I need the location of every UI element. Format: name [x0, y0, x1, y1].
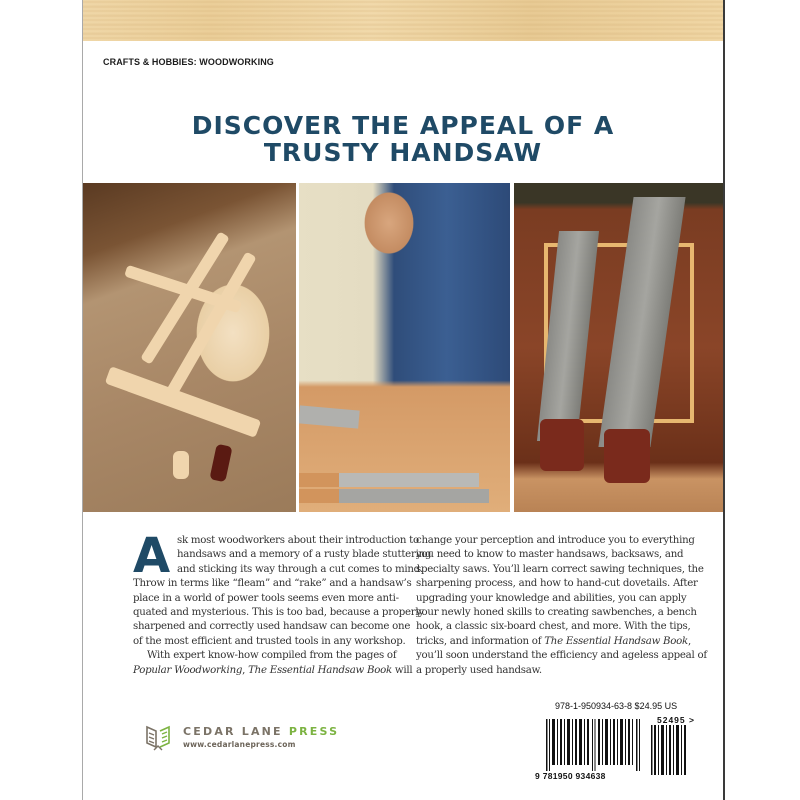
text-line: place in a world of power tools seems even more anti- [133, 592, 399, 604]
book-title: The Essential Handsaw Book [248, 664, 392, 676]
headline [83, 112, 723, 166]
text-line: Throw in terms like “fleam” and “rake” and a handsaw’s [133, 578, 412, 590]
text-line: and sticking its way through a cut comes to mind. [177, 563, 423, 575]
text-line [416, 635, 708, 649]
wood-grain-banner [83, 0, 723, 41]
saw-frame-stretcher [161, 251, 256, 404]
price-addon-code: 52495 > [657, 715, 695, 725]
saw-handle [209, 444, 232, 483]
publisher-name-cedar: CEDAR LANE [183, 725, 289, 738]
text-line: a properly used handsaw. [416, 664, 542, 676]
separator: , [242, 664, 249, 676]
text-tail: will [391, 664, 413, 676]
text-line: hook, a classic six-board chest, and more. With the tips, [416, 621, 691, 633]
saw-handle [540, 419, 584, 471]
barcode-bars [546, 719, 642, 771]
text-line: sharpening process, and how to hand-cut dovetails. After [416, 578, 698, 590]
photo-woodworker-dovetails [299, 183, 510, 512]
text-line: With expert know-how compiled from the pages of [147, 650, 397, 662]
headline-line-2: TRUSTY HANDSAW [263, 138, 543, 167]
text-line: you’ll soon understand the efficiency and ageless appeal of [416, 650, 707, 662]
text-line [133, 664, 415, 678]
text-line: upgrading your knowledge and abilities, you can apply [416, 592, 687, 604]
text-line: sk most woodworkers about their introduction to [177, 535, 419, 546]
barcode-digits: 9 781950 934638 [535, 771, 606, 781]
addon-barcode-bars [651, 725, 688, 775]
book-house-icon [143, 723, 173, 751]
description-column-left [133, 528, 432, 678]
text-line: you need to know to master handsaws, backsaws, and [416, 549, 684, 561]
saw-knob [173, 451, 189, 479]
magazine-title: Popular Woodworking [133, 664, 243, 676]
photo-vintage-handsaws [514, 183, 725, 512]
chisel [299, 489, 489, 503]
publisher-name-press: PRESS [288, 725, 340, 738]
headline-line-1: DISCOVER THE APPEAL OF A [191, 111, 615, 140]
isbn-barcode [535, 695, 710, 790]
chisel [299, 405, 360, 428]
photo-bow-saws [83, 183, 296, 512]
text-line: sharpened and correctly used handsaw can become one [133, 621, 411, 633]
text-line: your newly honed skills to creating sawbenches, a bench [416, 607, 697, 619]
text-line: handsaws and a memory of a rusty blade stuttering [177, 549, 432, 561]
saw-handle [604, 429, 650, 483]
chisel [299, 473, 479, 487]
text-head: tricks, and information of [416, 635, 545, 647]
publisher-name [183, 725, 339, 738]
text-tail: , [687, 635, 691, 647]
text-line: quated and mysterious. This is too bad, because a properly [133, 607, 424, 619]
description-column-right [416, 534, 708, 678]
book-back-cover [82, 0, 725, 800]
text-line: of the most efficient and trusted tools in any workshop. [133, 635, 406, 647]
isbn-price: 978-1-950934-63-8 $24.95 US [555, 701, 678, 711]
drop-cap: A [133, 528, 170, 584]
photo-strip [83, 183, 723, 512]
text-line: specialty saws. You’ll learn correct sawing techniques, the [416, 563, 704, 575]
category-label: CRAFTS & HOBBIES: WOODWORKING [103, 57, 274, 67]
book-title: The Essential Handsaw Book [544, 635, 688, 647]
publisher-url[interactable]: www.cedarlanepress.com [183, 740, 296, 749]
text-line: change your perception and introduce you to everything [416, 535, 695, 546]
